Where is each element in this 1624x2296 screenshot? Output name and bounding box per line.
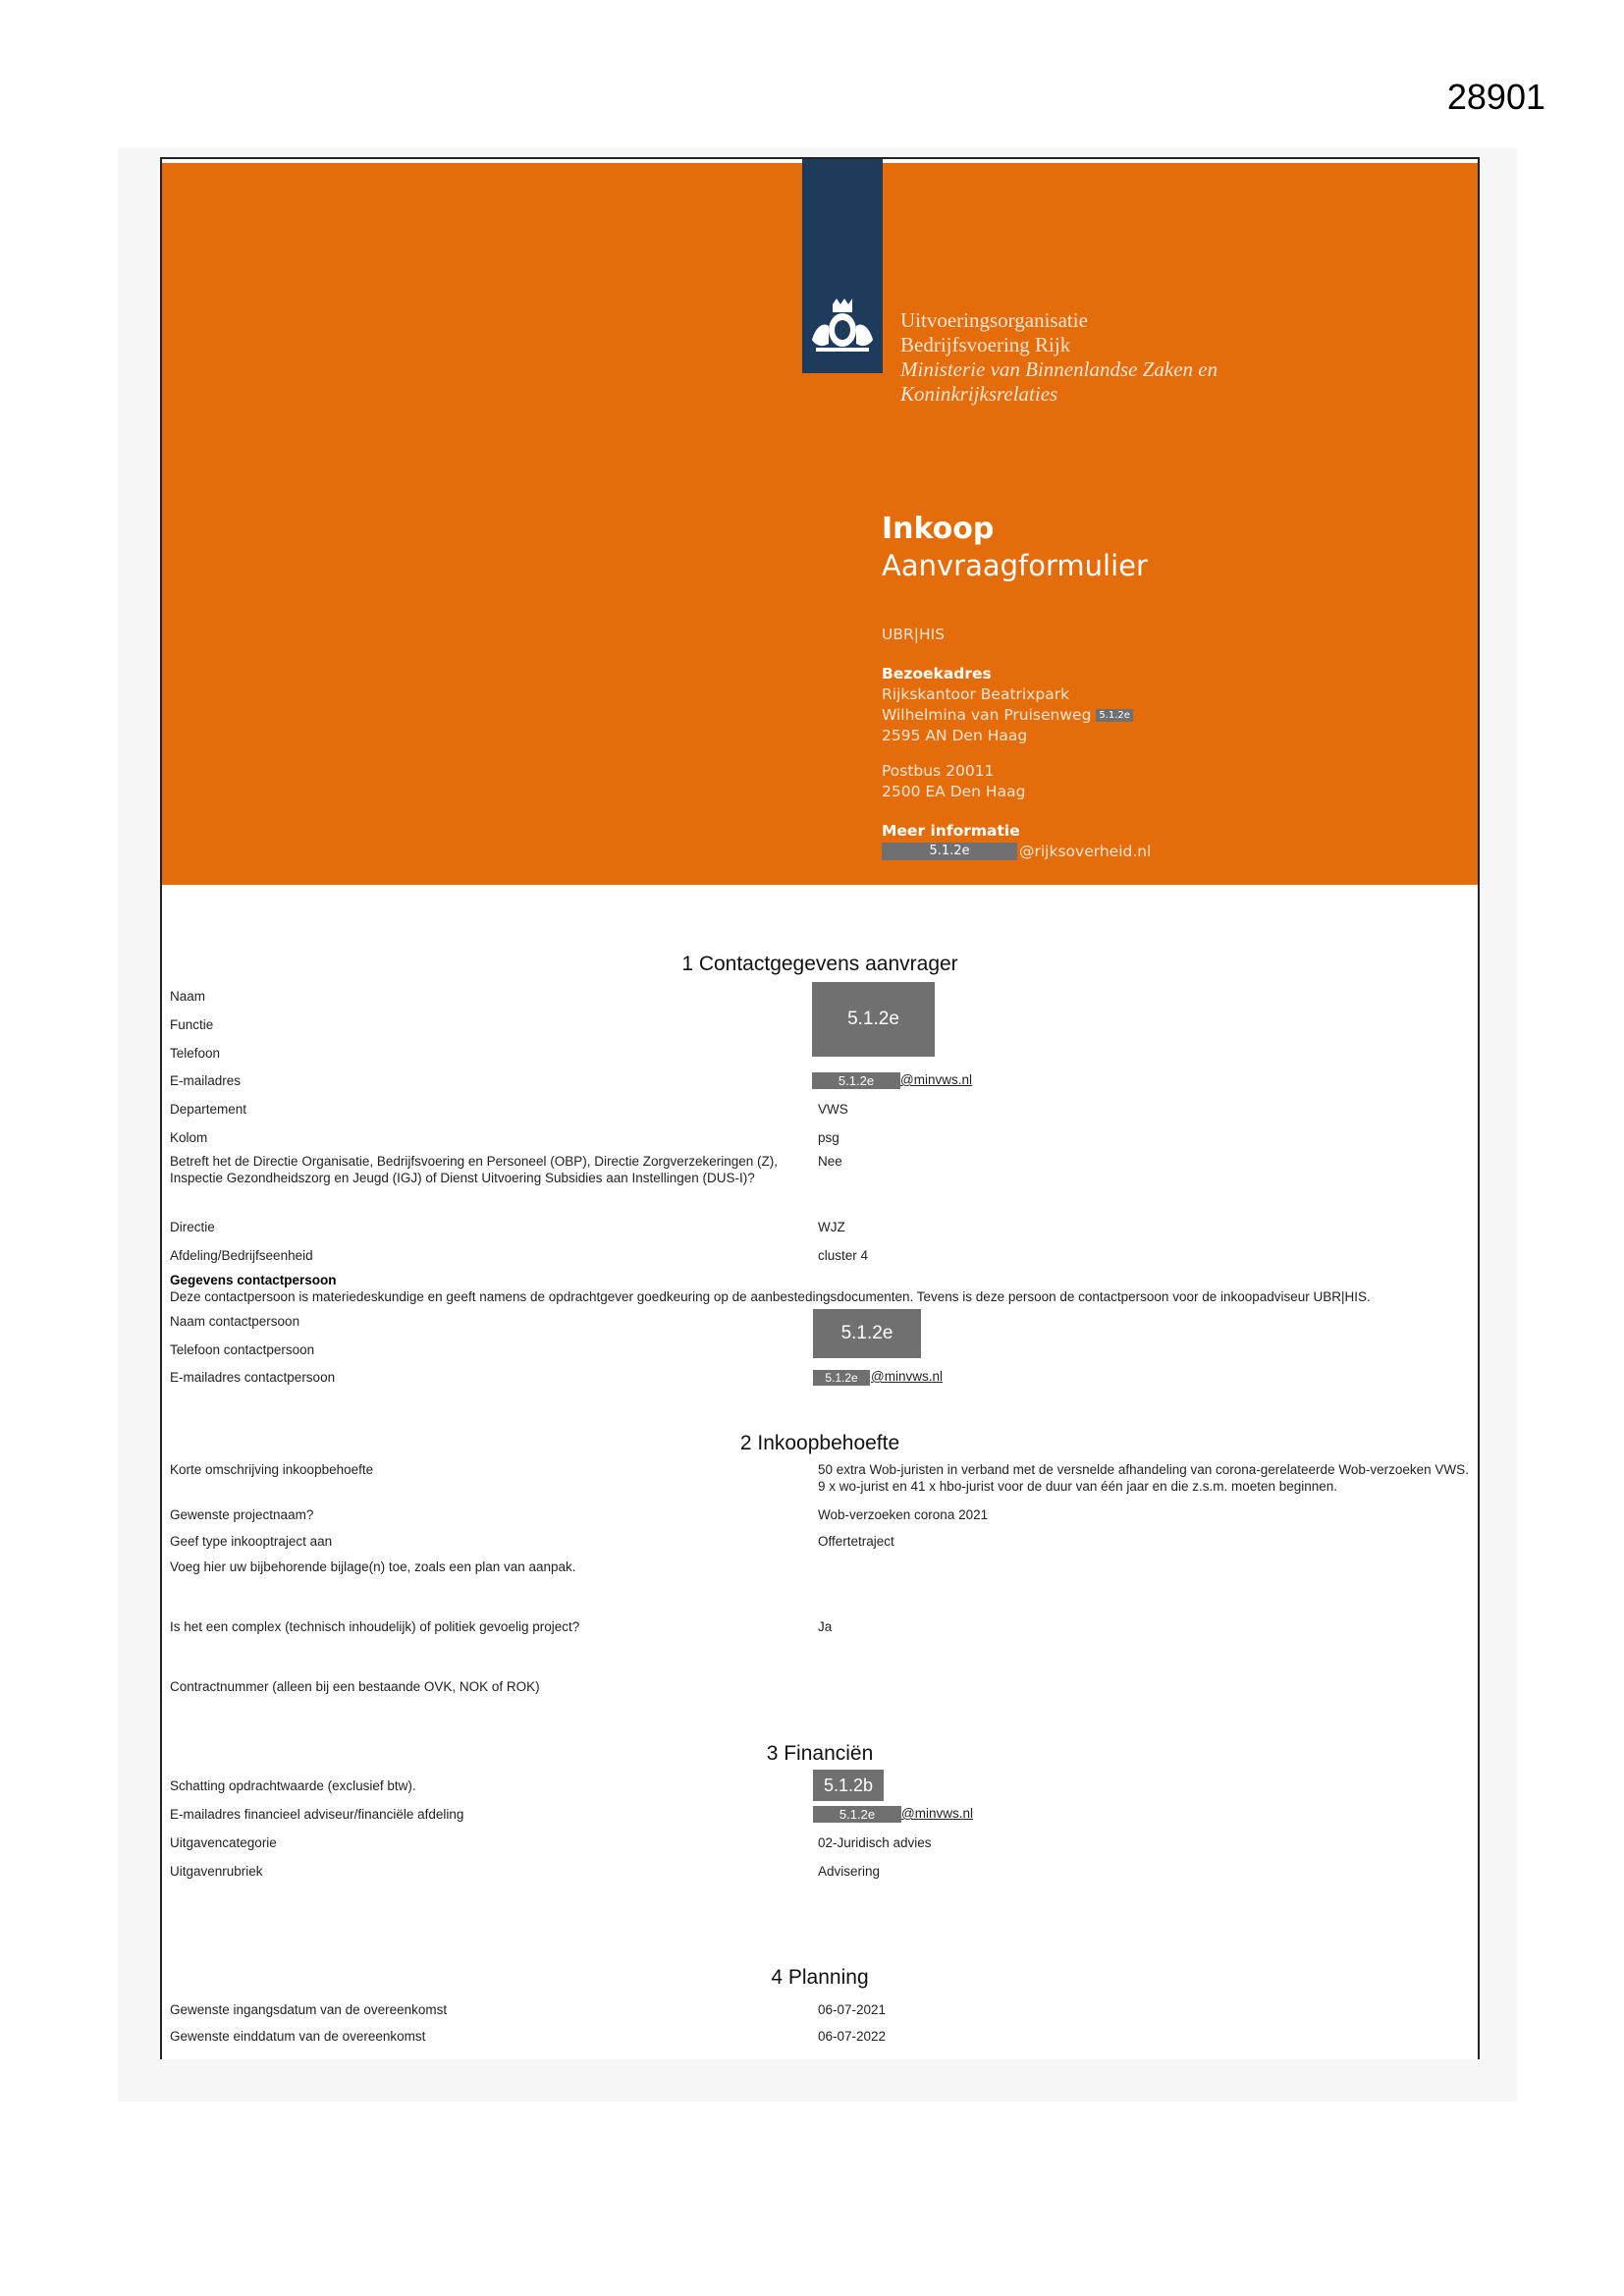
departement-label: Departement: [170, 1102, 247, 1117]
bijlage-label: Voeg hier uw bijbehorende bijlage(n) toe, zoals een plan van aanpak.: [170, 1559, 576, 1574]
postal-address: [882, 761, 1025, 802]
visit-line-3: 2595 AN Den Haag: [882, 727, 1028, 744]
contact-redaction-block: 5.1.2e: [812, 982, 935, 1057]
contact-heading: Gegevens contactpersoon: [170, 1273, 337, 1287]
uitgavenrubriek-label: Uitgavenrubriek: [170, 1864, 263, 1879]
email-contact-label: E-mailadres contactpersoon: [170, 1370, 336, 1385]
uitgavencategorie-label: Uitgavencategorie: [170, 1835, 277, 1850]
email-contact-suffix: @minvws.nl: [871, 1369, 943, 1384]
afdeling-value: cluster 4: [818, 1248, 869, 1263]
afdeling-label: Afdeling/Bedrijfseenheid: [170, 1248, 313, 1263]
uitgavencategorie-value: 02-Juridisch advies: [818, 1835, 932, 1850]
kolom-label: Kolom: [170, 1130, 208, 1145]
form-subtitle: Aanvraagformulier: [882, 549, 1148, 582]
contractnummer-label: Contractnummer (alleen bij een bestaande OVK, NOK of ROK): [170, 1679, 540, 1694]
form-document: [160, 157, 1480, 2059]
organisation-name: [900, 308, 1218, 407]
korte-omschrijving-value: 50 extra Wob-juristen in verband met de versnelde afhandeling van corona-gerelateerde Wob-verzoeken VWS. 9 x wo-jurist en 41 x hbo-jurist voor de duur van één jaar en die z.s.m. moeten beginnen.: [818, 1462, 1469, 1494]
contact-person-redaction: 5.1.2e: [813, 1309, 921, 1358]
type-inkooptraject-value: Offertetraject: [818, 1534, 894, 1549]
visit-address: [882, 664, 1133, 746]
naam-contact-label: Naam contactpersoon: [170, 1314, 300, 1329]
more-info-email-suffix: @rijksoverheid.nl: [1019, 843, 1152, 860]
org-line-1: Uitvoeringsorganisatie: [900, 308, 1088, 332]
complex-value: Ja: [818, 1619, 833, 1634]
email-financieel-label: E-mailadres financieel adviseur/financiële afdeling: [170, 1807, 464, 1822]
projectnaam-label: Gewenste projectnaam?: [170, 1507, 314, 1522]
departement-value: VWS: [818, 1102, 848, 1117]
org-line-3: Ministerie van Binnenlandse Zaken en: [900, 357, 1218, 381]
visit-label: Bezoekadres: [882, 665, 992, 683]
header-banner: [162, 163, 1478, 885]
ingangsdatum-value: 06-07-2021: [818, 2002, 887, 2017]
more-info-redaction: 5.1.2e: [882, 843, 1017, 860]
schatting-redaction: 5.1.2b: [813, 1770, 884, 1801]
coat-of-arms-icon: [806, 297, 879, 355]
more-info-label: Meer informatie: [882, 822, 1020, 840]
form-title: Inkoop: [882, 512, 995, 546]
korte-omschrijving-label: Korte omschrijving inkoopbehoefte: [170, 1462, 374, 1477]
uitgavenrubriek-value: Advisering: [818, 1864, 881, 1879]
section-2-title: 2 Inkoopbehoefte: [739, 1432, 900, 1454]
directie-value: WJZ: [818, 1220, 845, 1234]
email-financieel-suffix: @minvws.nl: [901, 1806, 973, 1821]
visit-redaction: 5.1.2e: [1096, 709, 1133, 722]
kolom-value: psg: [818, 1130, 839, 1145]
naam-label: Naam: [170, 989, 206, 1004]
directie-label: Directie: [170, 1220, 215, 1234]
postal-line-1: Postbus 20011: [882, 762, 995, 780]
postal-line-2: 2500 EA Den Haag: [882, 783, 1026, 800]
page-number: 28901: [1446, 77, 1545, 117]
functie-label: Functie: [170, 1017, 214, 1032]
einddatum-value: 06-07-2022: [818, 2029, 887, 2044]
ingangsdatum-label: Gewenste ingangsdatum van de overeenkomst: [170, 2002, 448, 2017]
projectnaam-value: Wob-verzoeken corona 2021: [818, 1507, 989, 1522]
telefoon-label: Telefoon: [170, 1046, 221, 1061]
einddatum-label: Gewenste einddatum van de overeenkomst: [170, 2029, 426, 2044]
schatting-label: Schatting opdrachtwaarde (exclusief btw).: [170, 1778, 416, 1793]
section-3-title: 3 Financiën: [766, 1742, 874, 1765]
betreft-label: Betreft het de Directie Organisatie, Bedrijfsvoering en Personeel (OBP), Directie Zorgverzekeringen (Z), Inspectie Gezondheidszorg en Jeugd (IGJ) of Dienst Uitvoering Subsidies aan Instellingen (DUS-I)?: [170, 1154, 779, 1185]
betreft-value: Nee: [818, 1154, 842, 1169]
email-redaction: 5.1.2e: [812, 1072, 900, 1089]
complex-label: Is het een complex (technisch inhoudelijk) of politiek gevoelig project?: [170, 1619, 580, 1634]
type-inkooptraject-label: Geef type inkooptraject aan: [170, 1534, 333, 1549]
visit-line-1: Rijkskantoor Beatrixpark: [882, 685, 1070, 703]
visit-line-2: Wilhelmina van Pruisenweg: [882, 706, 1092, 724]
email-financieel-redaction: 5.1.2e: [813, 1806, 901, 1823]
more-info: [882, 821, 1152, 862]
email-suffix: @minvws.nl: [900, 1072, 972, 1087]
org-line-4: Koninkrijksrelaties: [900, 382, 1058, 406]
government-logo-bar: [802, 159, 883, 373]
unit-label: UBR|HIS: [882, 626, 946, 643]
telefoon-contact-label: Telefoon contactpersoon: [170, 1342, 315, 1357]
section-1-title: 1 Contactgegevens aanvrager: [681, 953, 958, 975]
email-label: E-mailadres: [170, 1073, 242, 1088]
email-contact-redaction: 5.1.2e: [813, 1370, 870, 1386]
contact-note: Deze contactpersoon is materiedeskundige en geeft namens de opdrachtgever goedkeuring op de aanbestedingsdocumenten. Tevens is deze persoon de contactpersoon voor de inkoopadviseur UBR|HIS.: [170, 1289, 1371, 1304]
org-line-2: Bedrijfsvoering Rijk: [900, 333, 1071, 356]
section-4-title: 4 Planning: [771, 1966, 869, 1989]
